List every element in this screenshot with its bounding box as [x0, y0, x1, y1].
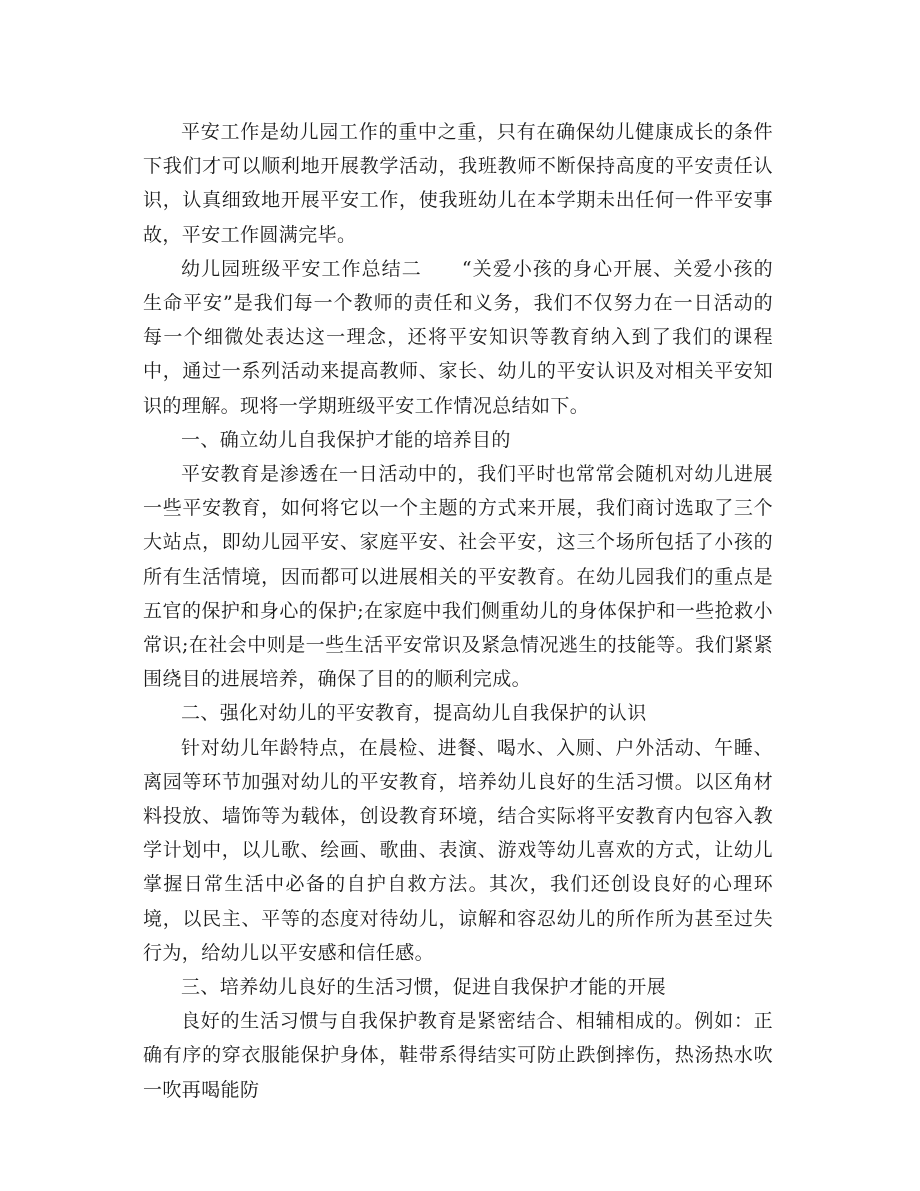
paragraph-section-three: 良好的生活习惯与自我保护教育是紧密结合、相辅相成的。例如：正确有序的穿衣服能保护身体，鞋带系得结实可防止跌倒摔伤，热汤热水吹一吹再喝能防 [143, 1010, 773, 1101]
section-heading-one: 一、确立幼儿自我保护才能的培养目的 [181, 428, 511, 451]
section-heading-three: 三、培养幼儿良好的生活习惯，促进自我保护才能的开展 [181, 976, 667, 999]
paragraph-summary-two: 幼儿园班级平安工作总结二 “关爱小孩的身心开展、关爱小孩的生命平安”是我们每一个教师的责任和义务，我们不仅努力在一日活动的每一个细微处表达这一理念，还将平安知识等教育纳入到了我们的课程中，通过一系列活动来提高教师、家长、幼儿的平安认识及对相关平安知识的理解。现将一学期班级平安工作情况总结如下。 [143, 257, 773, 417]
paragraph-section-one: 平安教育是渗透在一日活动中的，我们平时也常常会随机对幼儿进展一些平安教育，如何将它以一个主题的方式来开展，我们商讨选取了三个大站点，即幼儿园平安、家庭平安、社会平安，这三个场所包括了小孩的所有生活情境，因而都可以进展相关的平安教育。在幼儿园我们的重点是五官的保护和身心的保护;在家庭中我们侧重幼儿的身体保护和一些抢救小常识;在社会中则是一些生活平安常识及紧急情况逃生的技能等。我们紧紧围绕目的进展培养，确保了目的的顺利完成。 [143, 463, 773, 691]
paragraph-section-two: 针对幼儿年龄特点，在晨检、进餐、喝水、入厕、户外活动、午睡、离园等环节加强对幼儿的平安教育，培养幼儿良好的生活习惯。以区角材料投放、墙饰等为载体，创设教育环境，结合实际将平安教育内包容入教学计划中，以儿歌、绘画、歌曲、表演、游戏等幼儿喜欢的方式，让幼儿掌握日常生活中必备的自护自救方法。其次，我们还创设良好的心理环境，以民主、平等的态度对待幼儿，谅解和容忍幼儿的所作所为甚至过失行为，给幼儿以平安感和信任感。 [143, 736, 773, 964]
document-body [143, 115, 773, 1107]
paragraph-safety-intro: 平安工作是幼儿园工作的重中之重，只有在确保幼儿健康成长的条件下我们才可以顺利地开展教学活动，我班教师不断保持高度的平安责任认识，认真细致地开展平安工作，使我班幼儿在本学期未出任何一件平安事故，平安工作圆满完毕。 [143, 121, 773, 246]
section-heading-two: 二、强化对幼儿的平安教育，提高幼儿自我保护的认识 [181, 702, 647, 725]
